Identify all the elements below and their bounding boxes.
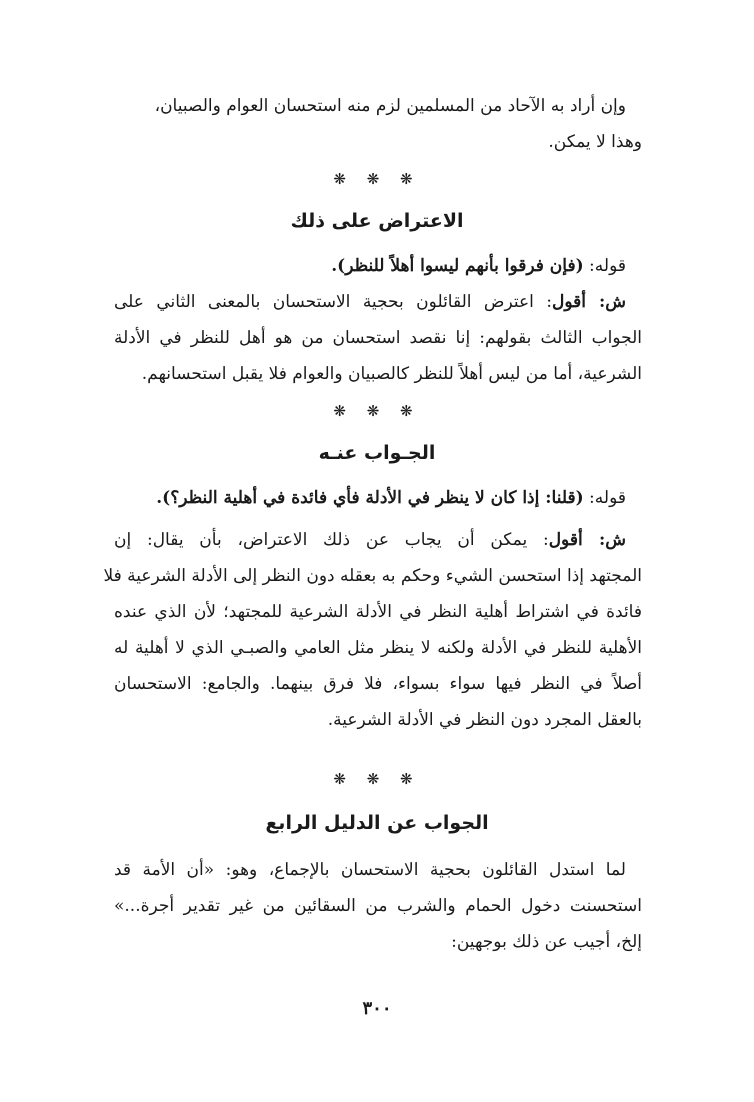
paragraph-text: : اعترض القائلون بحجية الاستحسان بالمعنى الثاني على bbox=[114, 292, 553, 312]
paragraph-line: وإن أراد به الآحاد من المسلمين لزم منه استحسان العوام والصبيان، bbox=[154, 96, 626, 116]
section-separator: ❋ ❋ ❋ bbox=[333, 402, 421, 420]
answer-section bbox=[103, 480, 642, 738]
paragraph-line: لما استدل القائلون بحجية الاستحسان بالإجماع، وهو: «أن الأمة قد bbox=[114, 860, 626, 880]
opening-paragraph bbox=[114, 88, 642, 160]
sh-label: ش: bbox=[582, 530, 626, 550]
quote-text: (قلنا: إذا كان لا ينظر في الأدلة فأي فائدة في أهلية النظر؟). bbox=[156, 488, 584, 508]
quote-prefix: قوله: bbox=[583, 256, 626, 276]
quote-line bbox=[114, 480, 642, 516]
quote-prefix: قوله: bbox=[583, 488, 626, 508]
paragraph-line: أصلاً في النظر فيها سواء بسواء، فلا فرق بينهما. والجامع: الاستحسان bbox=[114, 674, 642, 694]
paragraph-line bbox=[114, 284, 642, 320]
section-separator: ❋ ❋ ❋ bbox=[333, 770, 421, 788]
quote-line bbox=[114, 248, 642, 284]
quote-text: (فإن فرقوا بأنهم ليسوا أهلاً للنظر). bbox=[331, 256, 584, 276]
section-heading: الجواب عن الدليل الرابع bbox=[265, 812, 489, 834]
section-heading: الجـواب عنـه bbox=[318, 442, 436, 464]
objection-section bbox=[114, 248, 642, 392]
section-heading: الاعتراض على ذلك bbox=[290, 210, 464, 232]
paragraph-line: المجتهد إذا استحسن الشيء وحكم به بعقله دون النظر إلى الأدلة الشرعية فلا bbox=[103, 566, 642, 586]
aqulu-label: أقول bbox=[548, 530, 583, 550]
page-number: ٣٠٠ bbox=[362, 998, 392, 1019]
paragraph-line: فائدة في اشتراط أهلية النظر في الأدلة الشرعية للمجتهد؛ لأن الذي عنده bbox=[114, 602, 642, 622]
paragraph-line: استحسنت دخول الحمام والشرب من السقائين من غير تقدير أجرة...» bbox=[114, 896, 642, 916]
paragraph-line: الأهلية للنظر في الأدلة ولكنه لا ينظر مثل العامي والصبـي الذي لا أهلية له bbox=[114, 638, 642, 658]
fourth-proof-section bbox=[114, 852, 642, 960]
sh-label: ش: bbox=[586, 292, 626, 312]
paragraph-line: بالعقل المجرد دون النظر في الأدلة الشرعية. bbox=[327, 710, 642, 730]
paragraph-text: : يمكن أن يجاب عن ذلك الاعتراض، بأن يقال: إن bbox=[114, 530, 549, 550]
paragraph-line: الشرعية، أما من ليس أهلاً للنظر كالصبيان والعوام فلا يقبل استحسانهم. bbox=[141, 364, 642, 384]
paragraph-line: إلخ، أجيب عن ذلك بوجهين: bbox=[451, 932, 642, 952]
paragraph-line bbox=[114, 522, 642, 558]
section-separator: ❋ ❋ ❋ bbox=[333, 170, 421, 188]
paragraph-line: وهذا لا يمكن. bbox=[548, 132, 642, 152]
aqulu-label: أقول bbox=[552, 292, 587, 312]
paragraph-line: الجواب الثالث بقولهم: إنا نقصد استحسان من هو أهل للنظر في الأدلة bbox=[114, 328, 642, 348]
